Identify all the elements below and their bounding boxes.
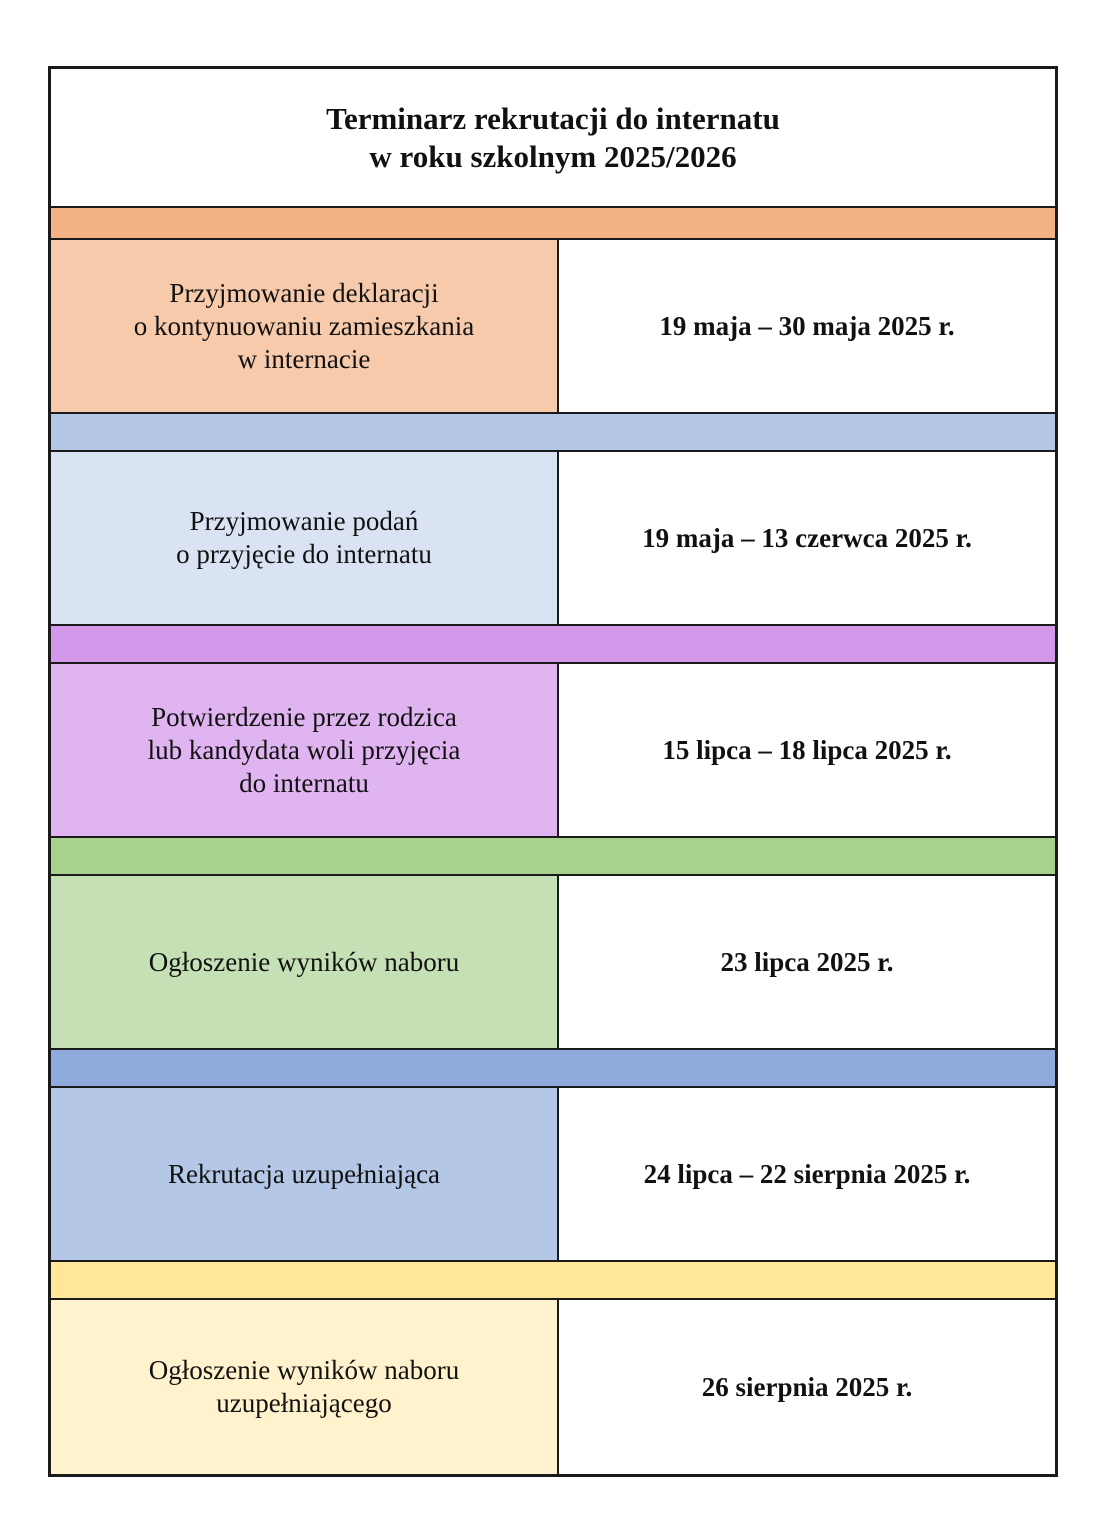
table-title: [51, 69, 1055, 208]
schedule-row: [51, 240, 1055, 414]
stage-label-line: o przyjęcie do internatu: [176, 539, 432, 569]
color-band: [51, 1050, 1055, 1088]
schedule-row: [51, 452, 1055, 626]
stage-label-line: Ogłoszenie wyników naboru: [148, 1355, 460, 1385]
stage-date: 19 maja – 13 czerwca 2025 r.: [559, 452, 1055, 624]
stage-label-line: Przyjmowanie podań: [189, 506, 419, 536]
stage-label: [51, 452, 559, 624]
title-line-1: Terminarz rekrutacji do internatu: [326, 100, 780, 136]
stage-label: [51, 664, 559, 836]
color-band: [51, 626, 1055, 664]
schedule-row: [51, 664, 1055, 838]
stage-label-line: Przyjmowanie deklaracji: [169, 277, 439, 308]
schedule-row: [51, 876, 1055, 1050]
stage-label: [51, 240, 559, 412]
schedule-row: [51, 1300, 1055, 1474]
recruitment-schedule-table: [48, 66, 1058, 1477]
stage-label: [51, 1300, 559, 1474]
color-band: [51, 1262, 1055, 1300]
stage-label-line: o kontynuowaniu zamieszkania: [133, 310, 475, 341]
color-band: [51, 414, 1055, 452]
stage-label-line: Potwierdzenie przez rodzica: [151, 701, 457, 732]
stage-label: [51, 876, 559, 1048]
stage-label-line: w internacie: [237, 343, 371, 374]
stage-label-line: Ogłoszenie wyników naboru: [148, 946, 460, 977]
stage-date: 19 maja – 30 maja 2025 r.: [559, 240, 1055, 412]
stage-label-line: lub kandydata woli przyjęcia: [147, 734, 461, 765]
stage-label-line: Rekrutacja uzupełniająca: [167, 1158, 441, 1189]
stage-label-line: uzupełniającego: [216, 1388, 392, 1418]
stage-date: 23 lipca 2025 r.: [559, 876, 1055, 1048]
schedule-row: [51, 1088, 1055, 1262]
stage-label-line: do internatu: [239, 767, 369, 798]
color-band: [51, 208, 1055, 240]
color-band: [51, 838, 1055, 876]
stage-date: 15 lipca – 18 lipca 2025 r.: [559, 664, 1055, 836]
stage-label: [51, 1088, 559, 1260]
stage-date: 24 lipca – 22 sierpnia 2025 r.: [559, 1088, 1055, 1260]
title-line-2: w roku szkolnym 2025/2026: [369, 138, 737, 174]
stage-date: 26 sierpnia 2025 r.: [559, 1300, 1055, 1474]
